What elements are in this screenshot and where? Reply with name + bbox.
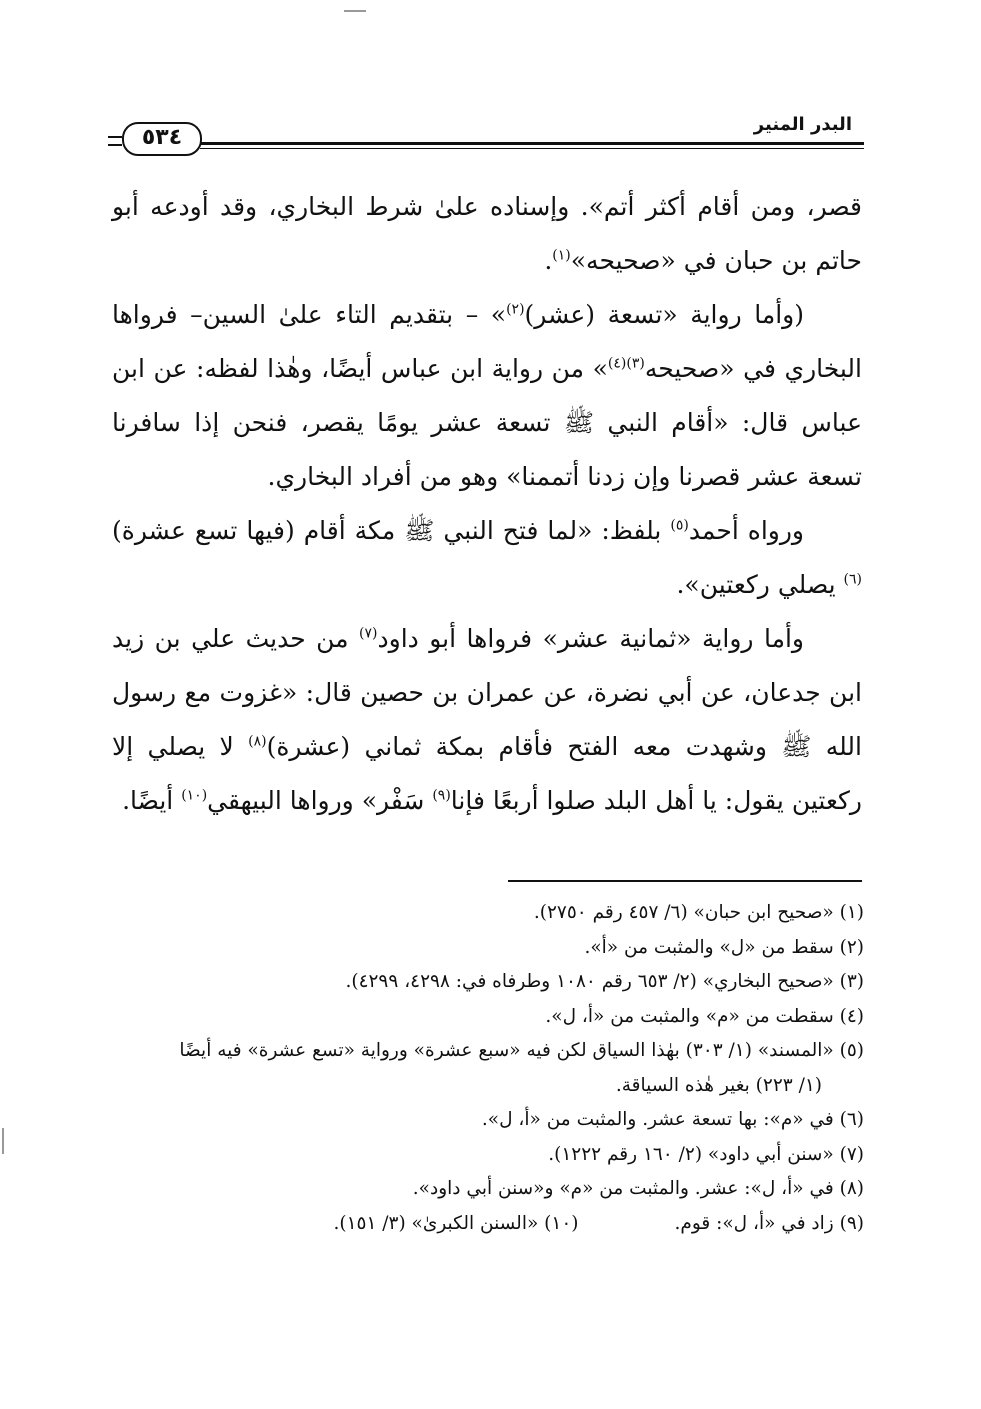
footnote: (٩) زاد في «أ، ل»: قوم. <box>674 1212 864 1234</box>
book-title: البدر المنير <box>753 114 852 135</box>
footnotes <box>112 896 864 1241</box>
footnote: (٧) «سنن أبي داود» (٢/ ١٦٠ رقم ١٢٢٢). <box>548 1143 864 1165</box>
footnote: (٥) «المسند» (١/ ٣٠٣) بهٰذا السياق لكن فيه «سبع عشرة» ورواية «تسع عشرة» فيه أيضًا <box>179 1040 864 1061</box>
paragraph: ورواه أحمد$^{(٥)}$ بلفظ: «لما فتح النبي ﷺ مكة أقام (فيها تسع عشرة)$^{(٦)}$ يصلي ركعتين». <box>112 516 862 599</box>
footnote: (٤) سقطت من «م» والمثبت من «أ، ل». <box>545 1005 864 1027</box>
footnote: (٢) سقط من «ل» والمثبت من «أ». <box>584 936 864 958</box>
paragraph: (وأما رواية «تسعة (عشر)$^{(٢)}$» – بتقديم التاء علىٰ السين– فرواها البخاري في «صحيحه$^{(٣)(٤)}$» من رواية ابن عباس أيضًا، وهٰذا لفظه: عن ابن عباس قال: «أقام النبي ﷺ تسعة عشر يومًا يقصر، فنحن إذا سافرنا تسعة عشر قصرنا وإن زدنا أتممنا» وهو من أفراد البخاري. <box>112 300 862 491</box>
footnote-ref: (١) <box>552 247 571 264</box>
footnote-ref: (٩) <box>432 787 451 804</box>
scan-mark-left <box>2 1128 4 1154</box>
footnote: (٦) في «م»: بها تسعة عشر. والمثبت من «أ، ل». <box>481 1109 864 1130</box>
footnote: (١٠) «السنن الكبرىٰ» (٣/ ١٥١). <box>333 1212 579 1234</box>
footnote-ref: (٣)(٤) <box>607 355 645 372</box>
footnote-ref: (٥) <box>670 517 689 534</box>
footnote-continuation: (١/ ٢٢٣) بغير هٰذه السياقة. <box>615 1074 822 1096</box>
header-rule <box>200 142 864 145</box>
header-rule <box>108 136 122 138</box>
paragraph: قصر، ومن أقام أكثر أتم». وإسناده علىٰ شرط البخاري، وقد أودعه أبو حاتم بن حبان في «صحيحه»$^{(١)}$. <box>112 192 862 275</box>
scan-mark-top <box>344 10 366 12</box>
footnote-ref: (٢) <box>506 301 525 318</box>
footnote: (١) «صحيح ابن حبان» (٦/ ٤٥٧ رقم ٢٧٥٠). <box>533 902 864 923</box>
page-number-badge: ٥٣٤ <box>122 122 202 156</box>
paragraph: وأما رواية «ثمانية عشر» فرواها أبو داود$^{(٧)}$ من حديث علي بن زيد ابن جدعان، عن أبي نضرة، عن عمران بن حصين قال: «غزوت مع رسول الله ﷺ وشهدت معه الفتح فأقام بمكة ثماني (عشرة)$^{(٨)}$ لا يصلي إلا ركعتين يقول: يا أهل البلد صلوا أربعًا فإنا$^{(٩)}$ سَفْر» ورواها البيهقي$^{(١٠)}$ أيضًا. <box>112 624 862 815</box>
header-rule <box>200 148 864 149</box>
footnote: (٣) «صحيح البخاري» (٢/ ٦٥٣ رقم ١٠٨٠ وطرفاه في: ٤٢٩٨، ٤٢٩٩). <box>345 971 864 992</box>
footnote-ref: (٨) <box>248 733 267 750</box>
footnote-ref: (٧) <box>359 625 378 642</box>
footnote-row <box>112 1207 864 1242</box>
footnote-ref: (٦) <box>843 571 862 588</box>
running-header <box>108 112 864 158</box>
footnote-separator <box>508 880 862 882</box>
main-text <box>112 180 862 828</box>
footnote-ref: (١٠) <box>181 787 208 804</box>
header-rule <box>108 144 122 146</box>
footnote: (٨) في «أ، ل»: عشر. والمثبت من «م» و«سنن أبي داود». <box>412 1178 864 1199</box>
